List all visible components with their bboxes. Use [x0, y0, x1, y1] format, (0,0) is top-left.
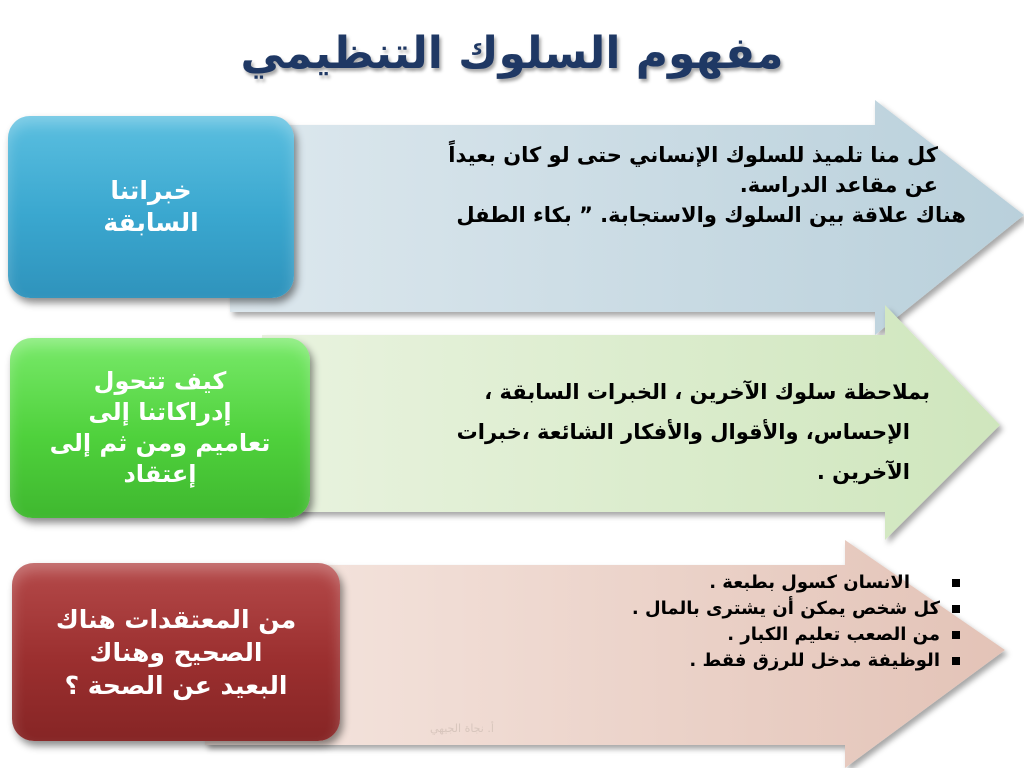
bullet-icon [952, 631, 960, 639]
box-perceptions-to-beliefs [10, 338, 310, 518]
text-line: الإحساس، والأقوال والأفكار الشائعة ،خبرات [456, 420, 910, 444]
bullet-icon [952, 657, 960, 665]
arrow-text-1 [270, 140, 966, 230]
box-label: من المعتقدات هناك الصحيح وهناك البعيد عن الصحة ؟ [55, 604, 297, 700]
list-item: الانسان كسول بطبعة . [460, 570, 960, 596]
box-label: خبراتنا السابقة [103, 176, 199, 237]
arrow-text-2 [300, 372, 930, 492]
box-beliefs-right-wrong [12, 563, 340, 741]
watermark: أ. نجاة الجيهي [430, 722, 494, 735]
beliefs-list [460, 570, 960, 674]
box-previous-experiences [8, 116, 294, 298]
text-line: الآخرين . [816, 460, 910, 484]
text-line: بملاحظة سلوك الآخرين ، الخبرات السابقة ، [484, 380, 930, 404]
list-item: كل شخص يمكن أن يشترى بالمال . [460, 596, 960, 622]
list-item: الوظيفة مدخل للرزق فقط . [460, 648, 960, 674]
bullet-icon [952, 605, 960, 613]
box-label: كيف تتحول إدراكاتنا إلى تعاميم ومن ثم إلى إعتقاد [49, 367, 271, 488]
text-line: عن مقاعد الدراسة. [739, 173, 938, 197]
bullet-icon [952, 579, 960, 587]
list-item: من الصعب تعليم الكبار . [460, 622, 960, 648]
text-line: كل منا تلميذ للسلوك الإنساني حتى لو كان بعيداً [448, 143, 938, 167]
slide-title: مفهوم السلوك التنظيمي [240, 28, 784, 79]
text-line: هناك علاقة بين السلوك والاستجابة. ” بكاء الطفل [456, 203, 966, 227]
